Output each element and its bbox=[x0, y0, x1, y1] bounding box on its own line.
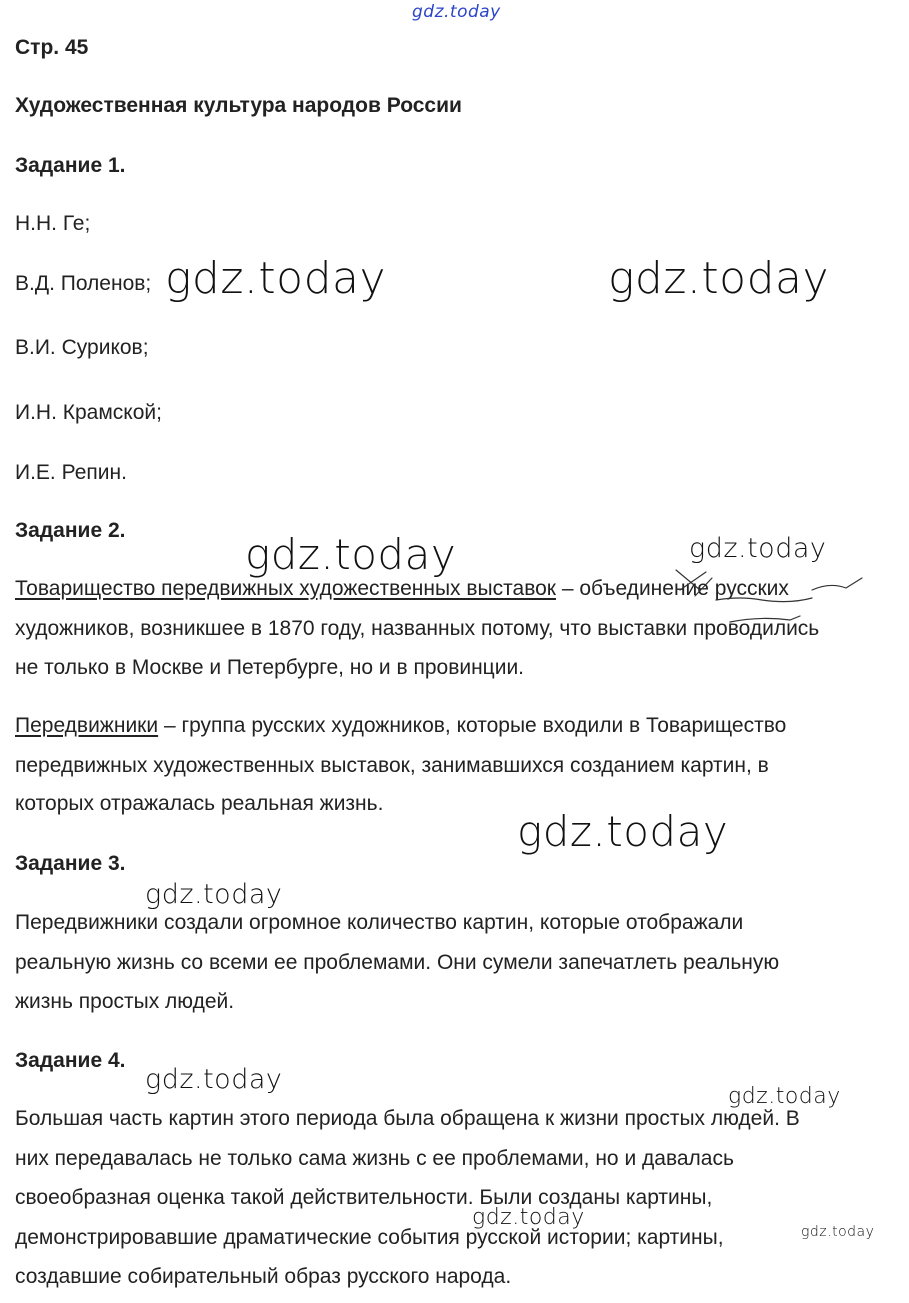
page-title: Художественная культура народов России bbox=[15, 94, 462, 117]
watermark-medium-3: gdz.today bbox=[145, 1064, 283, 1095]
task2-line2: художников, возникшее в 1870 году, названных потому, что выставки проводились bbox=[15, 617, 820, 640]
artist-name: И.Н. Крамской; bbox=[15, 401, 162, 424]
watermark-medium-2: gdz.today bbox=[145, 879, 283, 910]
artist-name: И.Е. Репин. bbox=[15, 461, 127, 484]
term-peredvizhniki: Передвижники bbox=[15, 714, 159, 737]
task3-line: Передвижники создали огромное количество картин, которые отображали bbox=[15, 911, 744, 934]
task4-line: своеобразная оценка такой действительности. Были созданы картины, bbox=[15, 1186, 713, 1209]
task4-line: создавшие собирательный образ русского народа. bbox=[15, 1265, 512, 1288]
artist-name: Н.Н. Ге; bbox=[15, 212, 91, 235]
watermark-medium-1: gdz.today bbox=[689, 533, 827, 564]
task2-line6: которых отражалась реальная жизнь. bbox=[15, 792, 384, 815]
task4-line: демонстрировавшие драматические события русской истории; картины, bbox=[15, 1226, 724, 1249]
watermark-small-2: gdz.today bbox=[472, 1205, 585, 1230]
task2-line3: не только в Москве и Петербурге, но и в провинции. bbox=[15, 656, 525, 679]
watermark-large-2: gdz.today bbox=[608, 253, 830, 304]
watermark-large-1: gdz.today bbox=[165, 253, 387, 304]
task2-line4 bbox=[15, 706, 786, 745]
task2-line4-rest: – группа русских художников, которые входили в Товарищество bbox=[158, 714, 787, 737]
task2-heading: Задание 2. bbox=[15, 519, 126, 542]
task2-line5: передвижных художественных выставок, занимавшихся созданием картин, в bbox=[15, 754, 769, 777]
watermark-small-1: gdz.today bbox=[728, 1084, 841, 1109]
task4-heading: Задание 4. bbox=[15, 1049, 126, 1072]
task3-line: реальную жизнь со всеми ее проблемами. Они сумели запечатлеть реальную bbox=[15, 951, 780, 974]
artist-name: В.И. Суриков; bbox=[15, 336, 149, 359]
watermark-tiny: gdz.today bbox=[801, 1224, 875, 1240]
watermark-top: gdz.today bbox=[412, 2, 501, 22]
term-tovarishchestvo: Товарищество передвижных художественных выставок bbox=[15, 577, 556, 600]
task3-line: жизнь простых людей. bbox=[15, 990, 235, 1013]
artist-name: В.Д. Поленов; bbox=[15, 272, 152, 295]
page-number: Стр. 45 bbox=[15, 36, 89, 59]
task2-line1-rest: – объединение русских bbox=[555, 577, 789, 600]
task2-line1 bbox=[15, 569, 789, 608]
watermark-large-3: gdz.today bbox=[245, 530, 457, 579]
watermark-large-4: gdz.today bbox=[517, 807, 729, 856]
task4-line: Большая часть картин этого периода была обращена к жизни простых людей. В bbox=[15, 1107, 800, 1130]
task3-heading: Задание 3. bbox=[15, 852, 126, 875]
task1-heading: Задание 1. bbox=[15, 154, 126, 177]
task4-line: них передавалась не только сама жизнь с ее проблемами, но и давалась bbox=[15, 1147, 734, 1170]
